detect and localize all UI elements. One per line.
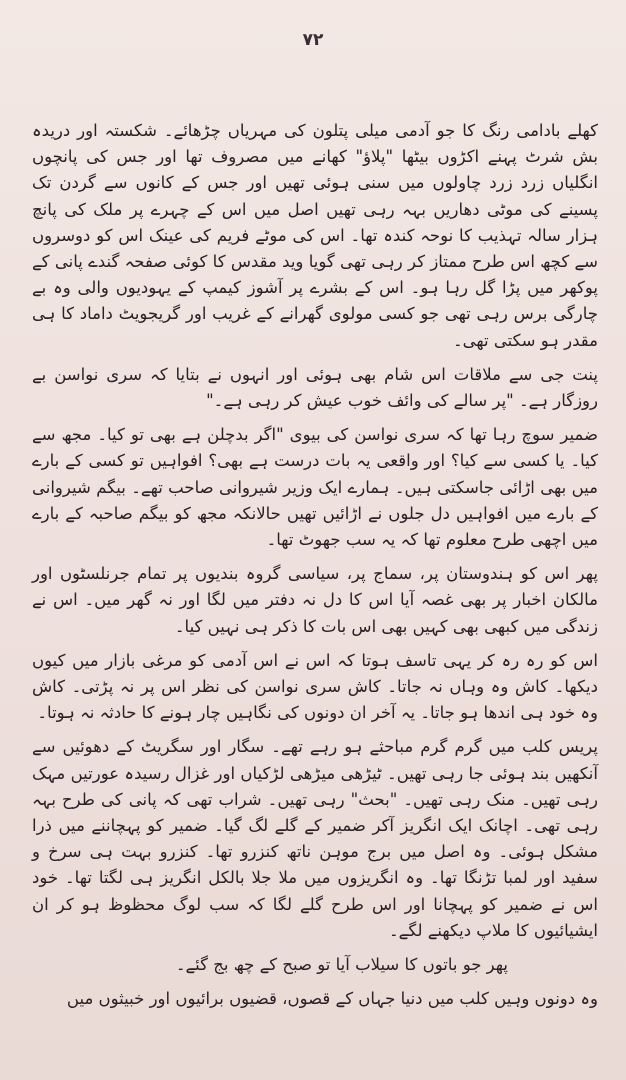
paragraph: پریس کلب میں گرم گرم مباحثے ہو رہے تھے۔ سگار اور سگریٹ کے دھوئیں سے آنکھیں بند ہوئی جا رہی تھیں۔ ٹیڑھی میڑھی لڑکیاں اور غزال رسیدہ عورتیں مہک رہی تھیں۔ منک رہی تھیں۔ "بحث" رہی تھیں۔ شراب تھی کہ پانی کی طرح بہہ رہی تھی۔ اچانک ایک انگریز آکر ضمیر کے گلے لگ گیا۔ ضمیر کو پہچاننے میں ذرا مشکل ہوئی۔ وہ اصل میں برج موہن ناتھ کنزرو تھا۔ کنزرو بہت ہی سرخ و سفید اور لمبا تڑنگا تھا۔ وہ انگریزوں میں ملا جلا بالکل انگریز ہی لگتا تھا۔ خود اس نے ضمیر کو پہچانا اور اس طرح گلے لگا کہ سب لوگ محظوظ ہو کر ان ایشیائیوں کا ملاپ دیکھنے لگے۔ bbox=[32, 737, 598, 940]
paragraph: ضمیر سوچ رہا تھا کہ سری نواسن کی بیوی "اگر بدچلن ہے بھی تو کیا۔ مجھ سے کیا۔ یا کسی سے کیا؟ اور واقعی یہ بات درست ہے بھی؟ افواہیں تو کسی کے بارے میں بھی اڑائی جاسکتی ہیں۔ ہمارے ایک وزیر شیروانی صاحب تھے۔ بیگم شیروانی کے بارے میں افواہیں دل جلوں نے اڑائیں تھیں حالانکہ مجھ کو بیگم صاحبہ کے بارے میں اچھی طرح معلوم تھا کہ یہ سب جھوٹ تھا۔ bbox=[32, 425, 598, 550]
paragraph: اس کو رہ رہ کر یہی تاسف ہوتا کہ اس نے اس آدمی کو مرغی بازار میں کیوں دیکھا۔ کاش وہ وہاں نہ جاتا۔ کاش سری نواسن کی نظر اس پر نہ پڑتی۔ کاش وہ خود ہی اندھا ہو جاتا۔ یہ آخر ان دونوں کی نگاہیں چار ہونے کا حادثہ نہ ہوتا۔ bbox=[32, 650, 598, 723]
paragraph: وہ دونوں وہیں کلب میں دنیا جہاں کے قصوں، قضیوں برائیوں اور خبیثوں میں bbox=[66, 989, 598, 1009]
page-number: ۷۲ bbox=[302, 30, 324, 50]
paragraph: پھر جو باتوں کا سیلاب آیا تو صبح کے چھ بج گئے۔ bbox=[175, 955, 508, 975]
body-text bbox=[32, 118, 598, 1021]
paragraph: پنت جی سے ملاقات اس شام بھی ہوئی اور انہوں نے بتایا کہ سری نواسن بے روزگار ہے۔ "پر سالے کی وائف خوب عیش کر رہی ہے۔" bbox=[32, 364, 598, 411]
paragraph: پھر اس کو ہندوستان پر، سماج پر، سیاسی گروہ بندیوں پر تمام جرنلسٹوں اور مالکان اخبار پر بھی غصہ آیا اس کا دل نہ دفتر میں لگا اور نہ گھر میں۔ اس نے زندگی میں کبھی بھی کہیں بھی اس بات کا ذکر ہی نہیں کیا۔ bbox=[32, 564, 598, 636]
paragraph: کھلے بادامی رنگ کا جو آدمی میلی پتلون کی مہریاں چڑھائے۔ شکستہ اور دریدہ بش شرٹ پہنے اکڑوں بیٹھا "پلاؤ" کھانے میں مصروف تھا اور جس کی پانچوں انگلیاں زرد زرد چاولوں میں سنی ہوئی تھیں اور جس کے کانوں سے گردن تک پسینے کی موٹی دھاریں بہہ رہی تھیں اصل میں اس کے چہرے پر ملک کی پانچ ہزار سالہ تہذیب کا نوحہ کندہ تھا۔ اس کی موٹے فریم کی عینک اس کو دوسروں سے کچھ اس طرح ممتاز کر رہی تھی گویا وید مقدس کا کوئی صفحہ گندے پانی کے پوکھر میں پڑا گل رہا ہو۔ اس کے بشرے پر آشوز کیمپ کے یہودیوں والی وہ بے چارگی برس رہی تھی جو کسی مولوی گھرانے کے غریب اور گریجویٹ داماد کا ہی مقدر ہو سکتی تھی۔ bbox=[32, 121, 598, 350]
